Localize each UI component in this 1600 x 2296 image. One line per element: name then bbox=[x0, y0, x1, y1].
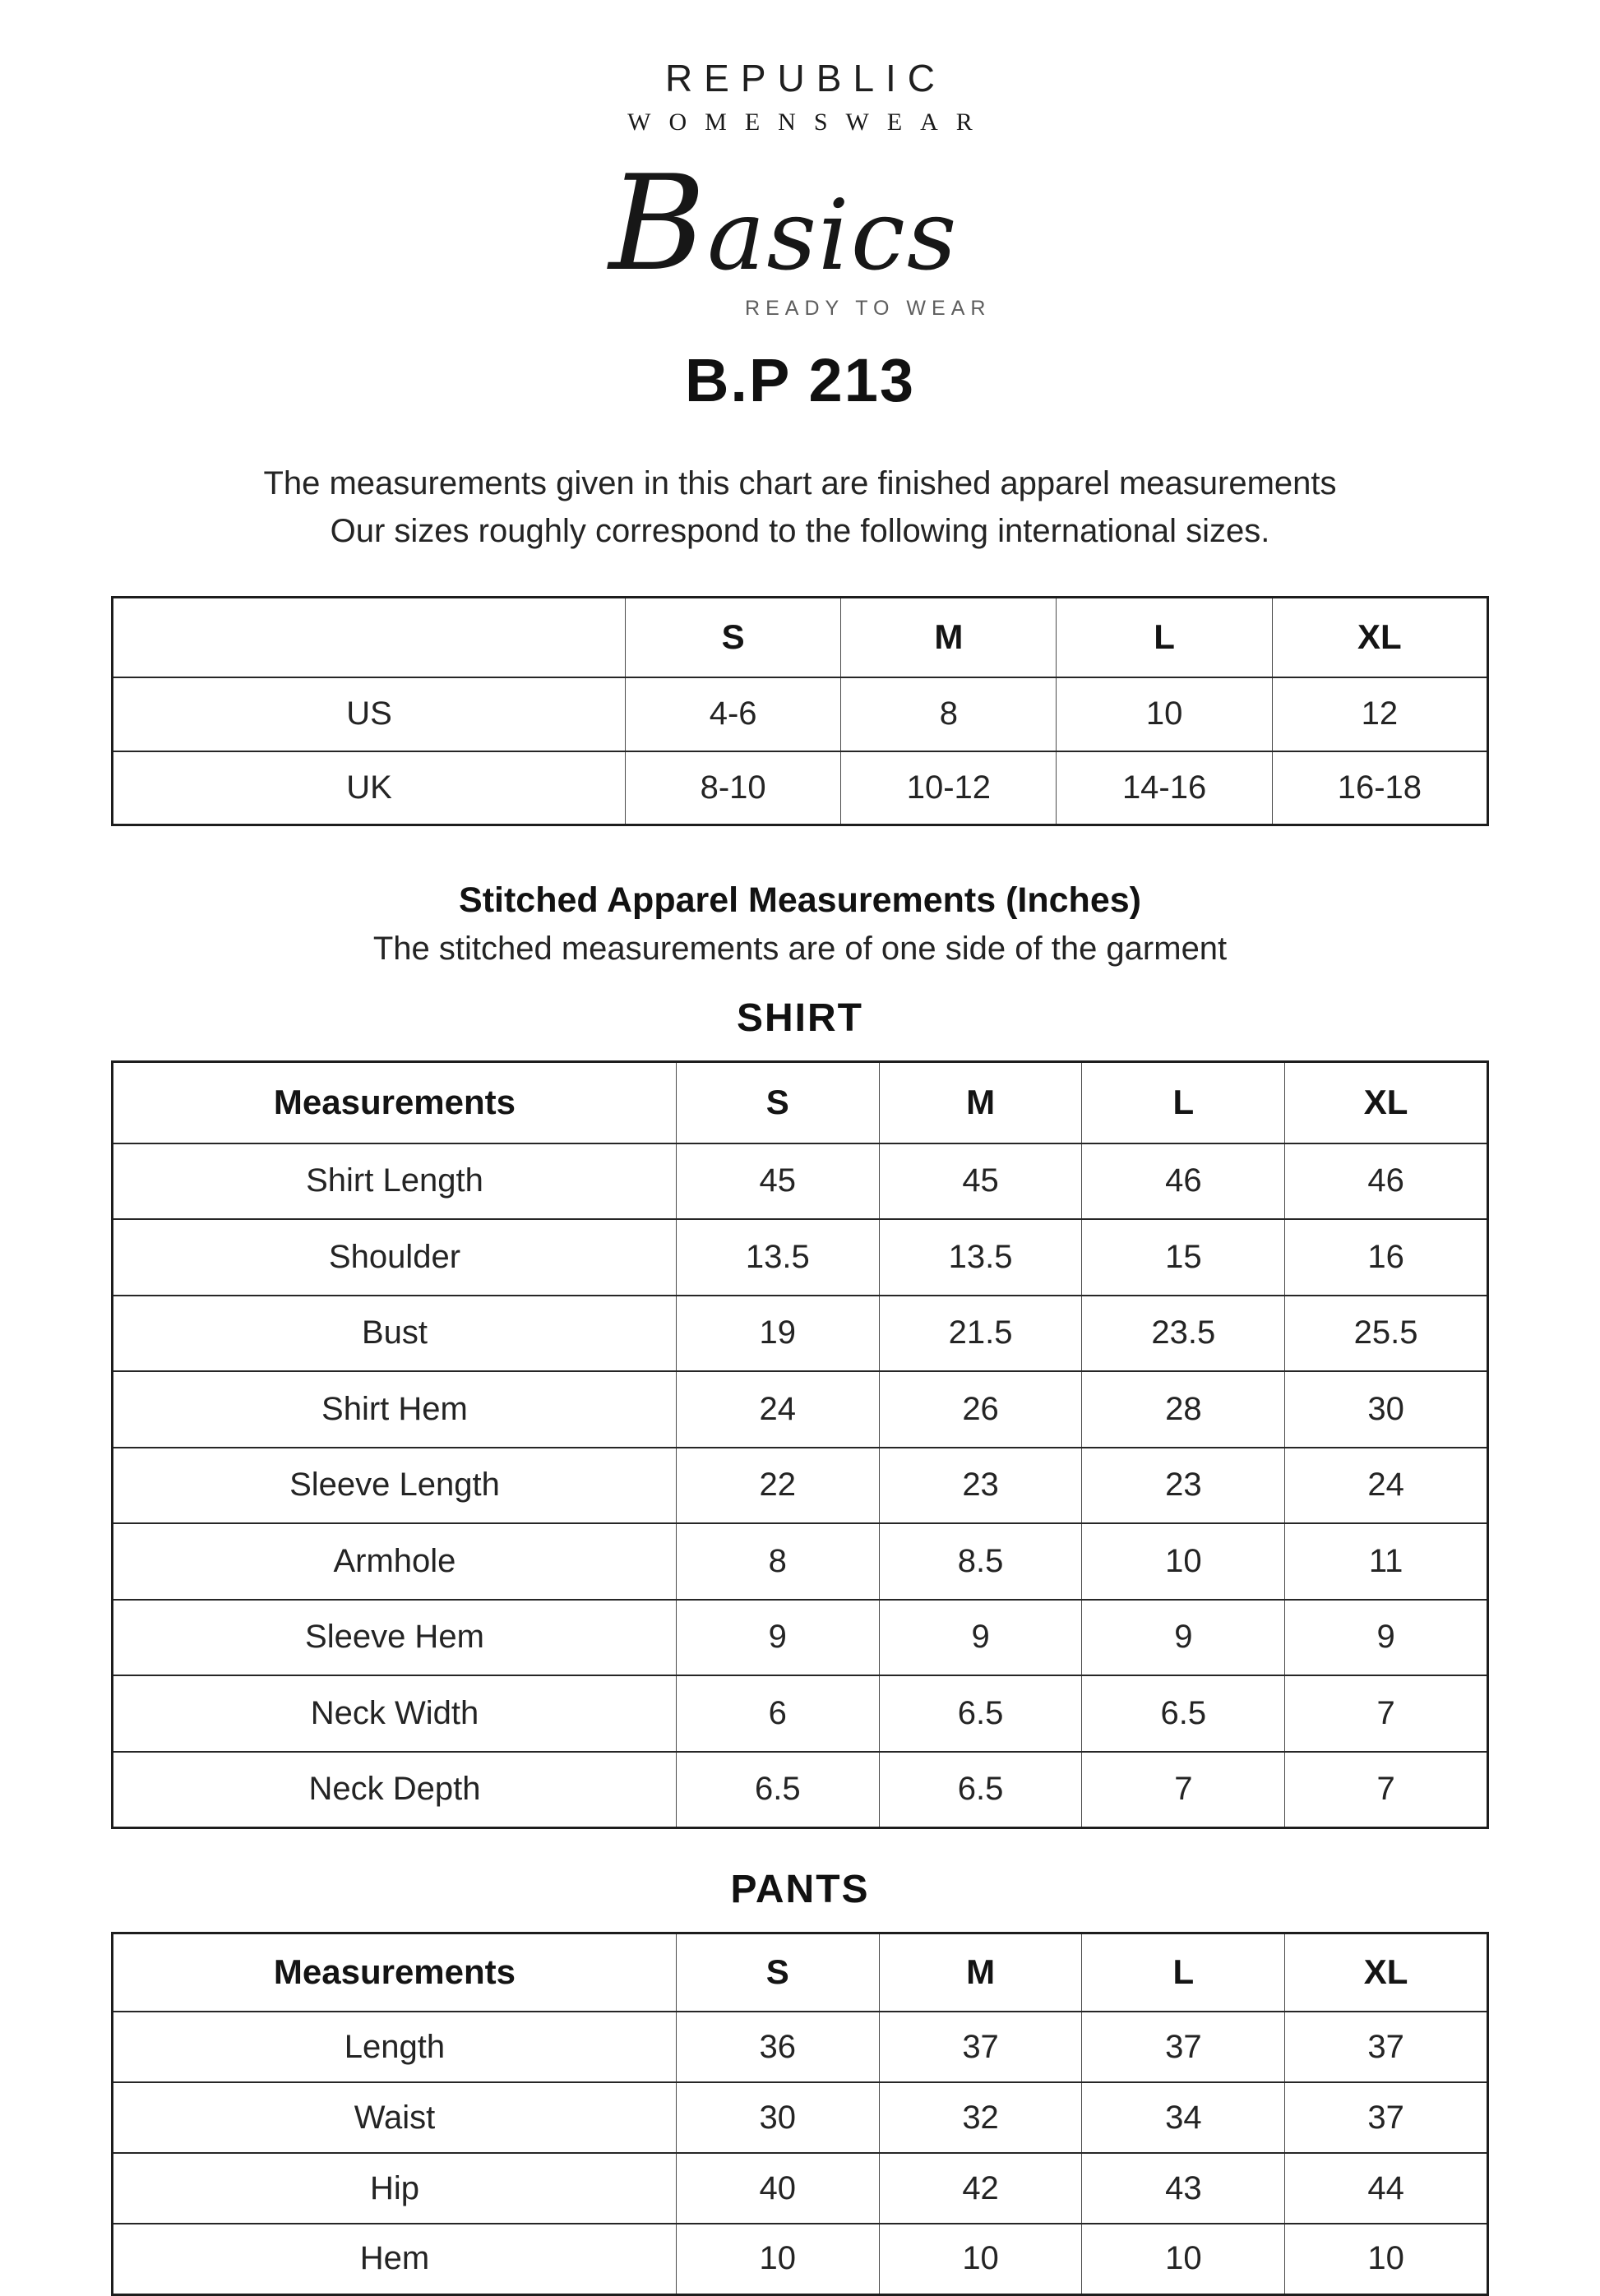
table-row bbox=[113, 751, 1488, 825]
cell-value: 12 bbox=[1272, 677, 1487, 751]
cell-value: 44 bbox=[1285, 2153, 1488, 2224]
cell-value: 24 bbox=[1285, 1448, 1488, 1524]
cell-value: 21.5 bbox=[879, 1296, 1082, 1372]
column-header: XL bbox=[1272, 598, 1487, 677]
intro-line-1: The measurements given in this chart are finished apparel measurements bbox=[263, 465, 1337, 501]
cell-value: 6.5 bbox=[879, 1752, 1082, 1828]
basics-script-text: Basics bbox=[608, 146, 959, 300]
column-header: L bbox=[1082, 1933, 1285, 2012]
cell-value: 10 bbox=[1082, 1523, 1285, 1600]
table-row bbox=[113, 2012, 1488, 2082]
intro-text bbox=[0, 460, 1600, 555]
column-header: S bbox=[626, 598, 841, 677]
cell-value: 8 bbox=[841, 677, 1057, 751]
cell-value: 24 bbox=[676, 1371, 879, 1448]
cell-value: 46 bbox=[1285, 1143, 1488, 1220]
cell-value: 36 bbox=[676, 2012, 879, 2082]
column-header: L bbox=[1057, 598, 1272, 677]
table-row bbox=[113, 1296, 1488, 1372]
brand-division: WOMENSWEAR bbox=[627, 109, 991, 136]
cell-value: 8.5 bbox=[879, 1523, 1082, 1600]
table-row bbox=[113, 2082, 1488, 2153]
brand-name: REPUBLIC bbox=[664, 57, 947, 99]
row-label: UK bbox=[113, 751, 626, 825]
column-header: M bbox=[879, 1062, 1082, 1143]
column-header: XL bbox=[1285, 1933, 1488, 2012]
table-row bbox=[113, 1523, 1488, 1600]
product-code: B.P 213 bbox=[684, 346, 916, 414]
stitched-measurements-title: Stitched Apparel Measurements (Inches) bbox=[459, 880, 1141, 920]
table-row bbox=[113, 1371, 1488, 1448]
cell-value: 37 bbox=[1285, 2012, 1488, 2082]
cell-value: 7 bbox=[1082, 1752, 1285, 1828]
cell-value: 45 bbox=[879, 1143, 1082, 1220]
row-label: Armhole bbox=[113, 1523, 677, 1600]
row-label: Shoulder bbox=[113, 1219, 677, 1296]
row-label: Shirt Length bbox=[113, 1143, 677, 1220]
cell-value: 28 bbox=[1082, 1371, 1285, 1448]
cell-value: 23.5 bbox=[1082, 1296, 1285, 1372]
header-row bbox=[113, 1933, 1488, 2012]
row-label: US bbox=[113, 677, 626, 751]
cell-value: 22 bbox=[676, 1448, 879, 1524]
cell-value: 10 bbox=[1082, 2224, 1285, 2294]
intro-line-2: Our sizes roughly correspond to the following international sizes. bbox=[330, 513, 1270, 549]
cell-value: 43 bbox=[1082, 2153, 1285, 2224]
international-size-table bbox=[111, 596, 1489, 826]
cell-value: 9 bbox=[1285, 1600, 1488, 1676]
table-row bbox=[113, 1600, 1488, 1676]
cell-value: 7 bbox=[1285, 1752, 1488, 1828]
cell-value: 9 bbox=[1082, 1600, 1285, 1676]
column-header: XL bbox=[1285, 1062, 1488, 1143]
cell-value: 7 bbox=[1285, 1675, 1488, 1752]
cell-value: 10 bbox=[1057, 677, 1272, 751]
brand-logo bbox=[0, 56, 1600, 335]
column-header: S bbox=[676, 1062, 879, 1143]
table-row bbox=[113, 1143, 1488, 1220]
cell-value: 30 bbox=[1285, 1371, 1488, 1448]
row-label: Neck Depth bbox=[113, 1752, 677, 1828]
column-header: M bbox=[841, 598, 1057, 677]
cell-value: 10-12 bbox=[841, 751, 1057, 825]
cell-value: 19 bbox=[676, 1296, 879, 1372]
cell-value: 6.5 bbox=[676, 1752, 879, 1828]
table-row bbox=[113, 2224, 1488, 2294]
corner-cell: Measurements bbox=[113, 1933, 677, 2012]
shirt-section-title: SHIRT bbox=[737, 996, 863, 1040]
cell-value: 8 bbox=[676, 1523, 879, 1600]
cell-value: 10 bbox=[1285, 2224, 1488, 2294]
cell-value: 16-18 bbox=[1272, 751, 1487, 825]
table-row bbox=[113, 2153, 1488, 2224]
cell-value: 9 bbox=[879, 1600, 1082, 1676]
cell-value: 9 bbox=[676, 1600, 879, 1676]
table-row bbox=[113, 1448, 1488, 1524]
cell-value: 32 bbox=[879, 2082, 1082, 2153]
cell-value: 23 bbox=[1082, 1448, 1285, 1524]
ready-to-wear-tagline: READY TO WEAR bbox=[745, 297, 992, 320]
cell-value: 6 bbox=[676, 1675, 879, 1752]
cell-value: 14-16 bbox=[1057, 751, 1272, 825]
row-label: Sleeve Hem bbox=[113, 1600, 677, 1676]
row-label: Shirt Hem bbox=[113, 1371, 677, 1448]
row-label: Bust bbox=[113, 1296, 677, 1372]
column-header: M bbox=[879, 1933, 1082, 2012]
corner-cell bbox=[113, 598, 626, 677]
cell-value: 42 bbox=[879, 2153, 1082, 2224]
cell-value: 13.5 bbox=[879, 1219, 1082, 1296]
cell-value: 23 bbox=[879, 1448, 1082, 1524]
cell-value: 6.5 bbox=[879, 1675, 1082, 1752]
column-header: S bbox=[676, 1933, 879, 2012]
cell-value: 37 bbox=[1082, 2012, 1285, 2082]
row-label: Waist bbox=[113, 2082, 677, 2153]
header-row bbox=[113, 1062, 1488, 1143]
row-label: Hem bbox=[113, 2224, 677, 2294]
shirt-measurements-table bbox=[111, 1060, 1489, 1829]
cell-value: 37 bbox=[879, 2012, 1082, 2082]
pants-measurements-table bbox=[111, 1932, 1489, 2296]
cell-value: 45 bbox=[676, 1143, 879, 1220]
table-row bbox=[113, 1675, 1488, 1752]
cell-value: 10 bbox=[676, 2224, 879, 2294]
corner-cell: Measurements bbox=[113, 1062, 677, 1143]
table-row bbox=[113, 1752, 1488, 1828]
table-row bbox=[113, 1219, 1488, 1296]
cell-value: 30 bbox=[676, 2082, 879, 2153]
cell-value: 26 bbox=[879, 1371, 1082, 1448]
row-label: Length bbox=[113, 2012, 677, 2082]
cell-value: 10 bbox=[879, 2224, 1082, 2294]
cell-value: 40 bbox=[676, 2153, 879, 2224]
cell-value: 8-10 bbox=[626, 751, 841, 825]
basics-script-logo bbox=[609, 141, 992, 335]
row-label: Neck Width bbox=[113, 1675, 677, 1752]
stitched-measurements-subtitle: The stitched measurements are of one side of the garment bbox=[372, 931, 1228, 967]
cell-value: 34 bbox=[1082, 2082, 1285, 2153]
cell-value: 13.5 bbox=[676, 1219, 879, 1296]
cell-value: 4-6 bbox=[626, 677, 841, 751]
cell-value: 25.5 bbox=[1285, 1296, 1488, 1372]
cell-value: 11 bbox=[1285, 1523, 1488, 1600]
table-row bbox=[113, 677, 1488, 751]
cell-value: 16 bbox=[1285, 1219, 1488, 1296]
pants-section-title: PANTS bbox=[730, 1867, 870, 1911]
row-label: Hip bbox=[113, 2153, 677, 2224]
cell-value: 15 bbox=[1082, 1219, 1285, 1296]
header-row bbox=[113, 598, 1488, 677]
cell-value: 37 bbox=[1285, 2082, 1488, 2153]
cell-value: 6.5 bbox=[1082, 1675, 1285, 1752]
column-header: L bbox=[1082, 1062, 1285, 1143]
row-label: Sleeve Length bbox=[113, 1448, 677, 1524]
cell-value: 46 bbox=[1082, 1143, 1285, 1220]
